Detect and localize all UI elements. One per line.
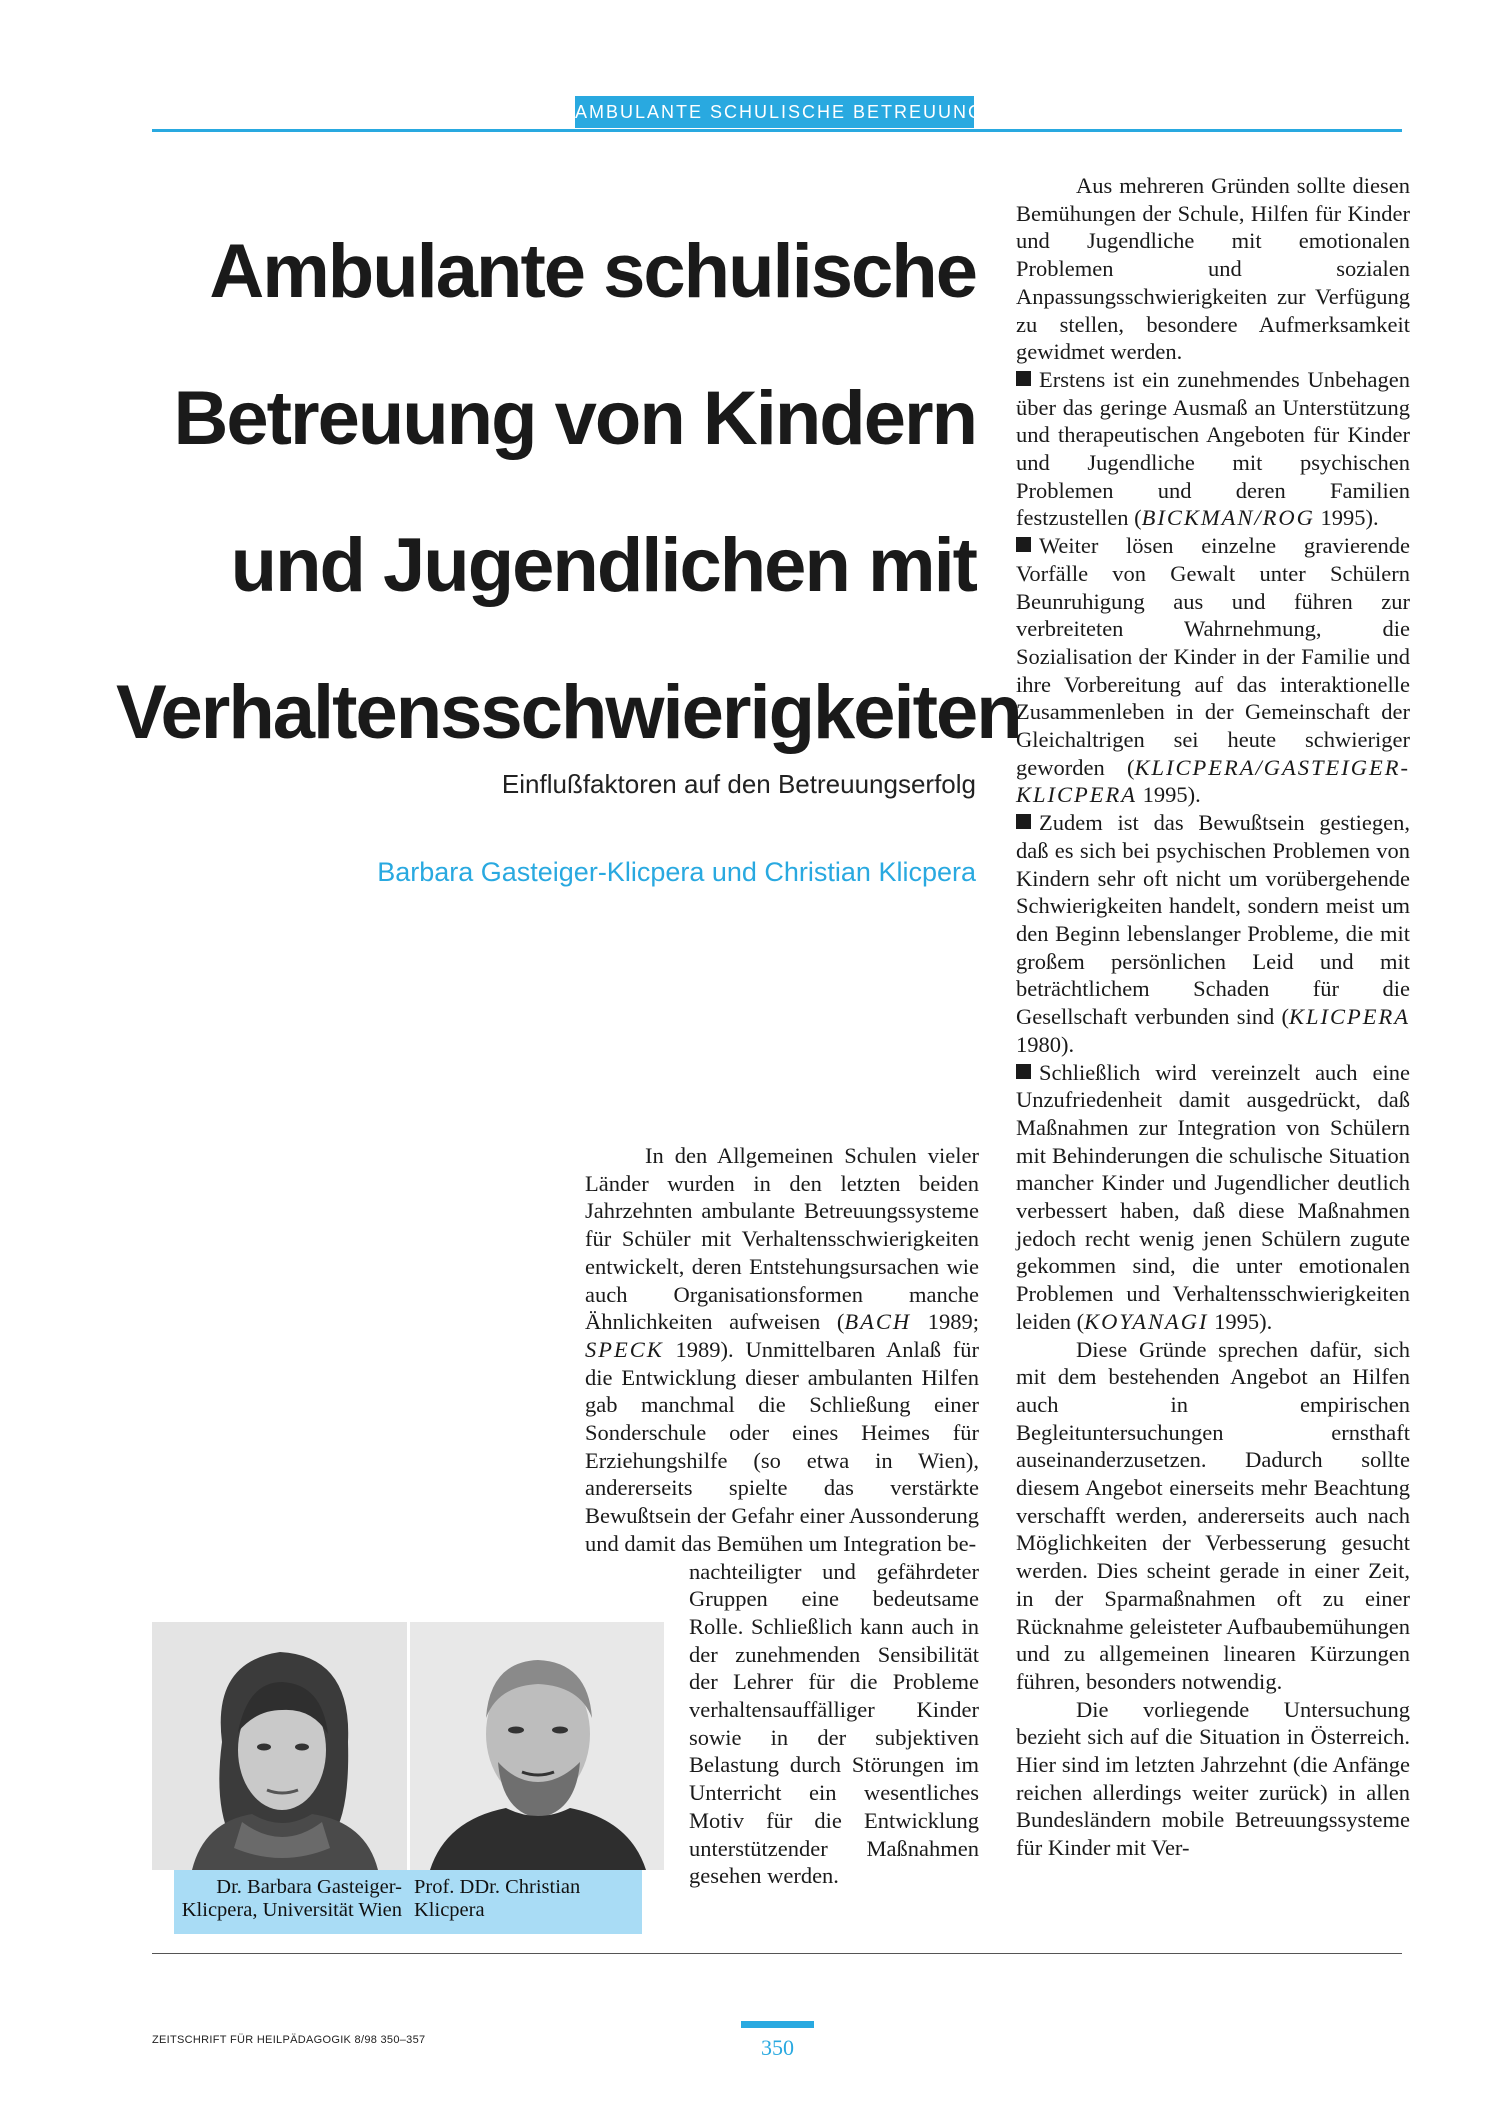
author-photos (152, 1622, 664, 1870)
footer-rule (152, 1953, 1402, 1954)
page-number-tab (741, 2021, 814, 2028)
paragraph-study: Die vorliegende Untersuchung bezieht sich auf die Situation in Österreich. Hier sind im letzten Jahrzehnt (die Anfänge reichen allerdings weiter zurück) in allen Bundesländern mobile Betreuungssysteme für Kinder mit Ver- (1016, 1696, 1410, 1861)
paragraph-intro: Aus mehreren Gründen sollte diesen Bemühungen der Schule, Hilfen für Kinder und Jugendliche mit emotionalen Problemen und sozialen Anpassungsschwierigkeiten zur Verfügung zu stellen, besondere Aufmerksamkeit gewidmet werden. (1016, 173, 1410, 365)
title-line-3: und Jugendlichen mit (230, 523, 976, 608)
square-bullet-icon (1016, 1064, 1031, 1079)
photo-caption-2: Prof. DDr. Christian Klicpera (414, 1876, 581, 1921)
citation: KLICPERA/GASTEIGER-KLICPERA (1016, 754, 1410, 808)
author-photo-gasteiger-klicpera (152, 1622, 407, 1870)
article-title (116, 198, 1021, 786)
citation: SPECK (585, 1336, 664, 1362)
photo-caption-1: Dr. Barbara Gasteiger-Klicpera, Universität Wien (181, 1876, 402, 1921)
right-column (1016, 172, 1410, 1862)
section-header: AMBULANTE SCHULISCHE BETREUUNG (575, 96, 974, 128)
citation: KOYANAGI (1084, 1308, 1209, 1334)
square-bullet-icon (1016, 537, 1031, 552)
citation: KLICPERA (1289, 1004, 1410, 1030)
intro-paragraph-part-2: nachteiligter und gefährdeter Gruppen eine bedeutsame Rolle. Schließlich kann auch in der zunehmenden Sensibilität der Lehrer für die Probleme verhaltensauffälliger Kinder sowie in der subjektiven Belastung durch Störungen im Unterricht ein wesentliches Motiv für die Entwicklung unterstützender Maßnahmen gesehen werden. (689, 1558, 979, 1889)
square-bullet-icon (1016, 371, 1031, 386)
citation: BACH (844, 1309, 912, 1335)
bullet-item-3: Zudem ist das Bewußtsein gestiegen, daß es sich bei psychischen Problemen von Kindern sehr oft nicht um vorübergehende Schwierigkeiten handelt, sondern meist um den Beginn lebenslanger Probleme, die mit großem persönlichen Leid und mit beträchtlichem Schaden für die Gesellschaft verbunden sind (KLICPERA 1980). (1016, 810, 1410, 1057)
article-authors: Barbara Gasteiger-Klicpera und Christian Klicpera (377, 857, 976, 887)
title-line-2: Betreuung von Kindern (173, 376, 976, 461)
bullet-item-2: Weiter lösen einzelne gravierende Vorfälle von Gewalt unter Schülern Beunruhigung aus und führen zur verbreiteten Wahrnehmung, die Sozialisation der Kinder in der Familie und ihre Vorbereitung auf das interaktionelle Zusammenleben in der Gemeinschaft der Gleichaltrigen sei heute schwieriger geworden (KLICPERA/GASTEIGER-KLICPERA 1995). (1016, 533, 1410, 808)
page-number: 350 (761, 2035, 794, 2060)
paragraph-reasons: Diese Gründe sprechen dafür, sich mit dem bestehenden Angebot an Hilfen auch in empirischen Begleituntersuchungen ernsthaft auseinanderzusetzen. Dadurch sollte diesem Angebot einerseits mehr Beachtung verschafft werden, andererseits auch nach Möglichkeiten der Verbesserung gesucht werden. Dies scheint gerade in einer Zeit, in der Sparmaßnahmen oft zu einer Rücknahme geleisteter Aufbaubemühungen und zu allgemeinen linearen Kürzungen führen, besonders notwendig. (1016, 1336, 1410, 1694)
bullet-item-1: Erstens ist ein zunehmendes Unbehagen über das geringe Ausmaß an Unterstützung und therapeutischen Angeboten für Kinder und Jugendliche mit psychischen Problemen und deren Familien festzustellen (BICKMAN/ROG 1995). (1016, 366, 1410, 531)
journal-reference: ZEITSCHRIFT FÜR HEILPÄDAGOGIK 8/98 350–357 (152, 2034, 426, 2046)
article-subtitle: Einflußfaktoren auf den Betreuungserfolg (501, 769, 976, 799)
bullet-item-4: Schließlich wird vereinzelt auch eine Unzufriedenheit damit ausgedrückt, daß Maßnahmen zur Integration von Schülern mit Behinderungen die schulische Situation mancher Kinder und Jugendlicher deutlich verbessert haben, daß diese Maßnahmen jedoch recht wenig jenen Schülern zugute gekommen sind, die unter emotionalen Problemen und Verhaltensschwierigkeiten leiden (KOYANAGI 1995). (1016, 1059, 1410, 1334)
header-rule (152, 129, 1402, 132)
portrait-woman-icon (152, 1622, 407, 1870)
title-line-4: Verhaltensschwierigkeiten (116, 670, 1021, 755)
author-photo-klicpera (410, 1622, 664, 1870)
square-bullet-icon (1016, 814, 1031, 829)
title-line-1: Ambulante schulische (209, 229, 976, 314)
citation: BICKMAN/ROG (1141, 505, 1315, 531)
intro-paragraph-part-1: In den Allgemeinen Schulen vieler Länder wurden in den letzten beiden Jahrzehnten ambulante Betreuungssysteme für Schüler mit Verhaltensschwierigkeiten entwickelt, deren Entstehungsursachen wie auch Organisationsformen manche Ähnlichkeiten aufweisen (BACH 1989; SPECK 1989). Unmittelbaren Anlaß für die Entwicklung dieser ambulanten Hilfen gab manchmal die Schließung einer Sonderschule oder eines Heimes für Erziehungshilfe (so etwa in Wien), andererseits spielte das verstärkte Bewußtsein der Gefahr einer Aussonderung und damit das Bemühen um Integration be- (585, 1143, 979, 1556)
portrait-man-icon (410, 1622, 664, 1870)
